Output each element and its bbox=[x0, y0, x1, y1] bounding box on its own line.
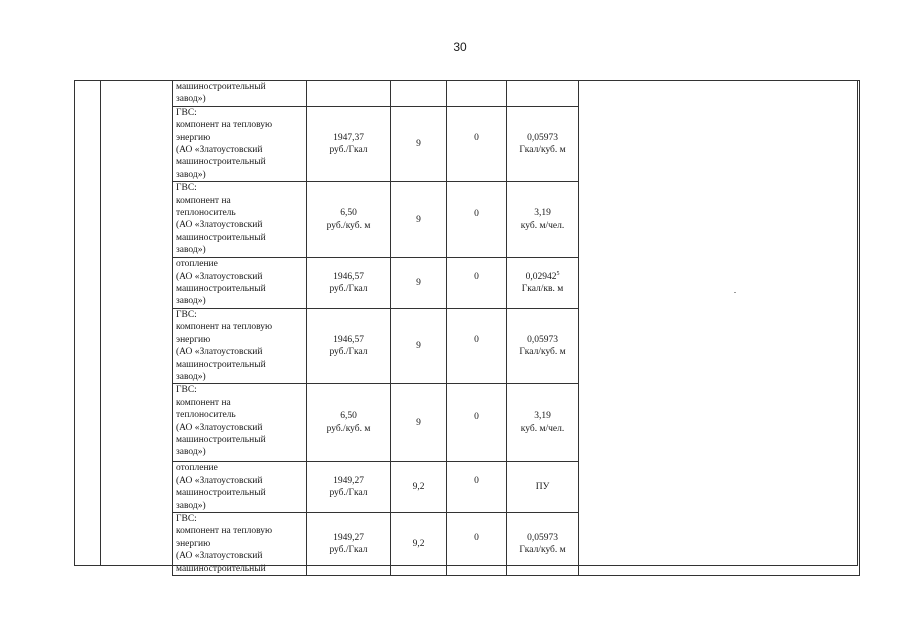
cell-line: отопление bbox=[176, 463, 218, 474]
cell-line bbox=[510, 271, 575, 283]
cell-line: руб./Гкал bbox=[329, 488, 368, 499]
cell-line: компонент на bbox=[176, 397, 231, 408]
zero-value: 0 bbox=[474, 411, 479, 422]
cell-line: 1949,27 bbox=[333, 532, 364, 543]
page-number: 30 bbox=[453, 40, 467, 54]
cell-line bbox=[510, 334, 575, 346]
cell-line: руб./Гкал bbox=[329, 284, 368, 295]
zero-cell bbox=[447, 512, 507, 575]
cell-line bbox=[510, 532, 575, 544]
norm-text: куб. м/чел. bbox=[520, 220, 565, 231]
value-cell: 9,2 bbox=[391, 462, 447, 513]
service-description-cell bbox=[173, 308, 307, 383]
norm-text: 3,19 bbox=[534, 208, 551, 219]
cell-line: ГВС: bbox=[176, 309, 197, 320]
cell-line: (АО «Златоустовский bbox=[176, 271, 263, 282]
tariff-cell bbox=[307, 462, 391, 513]
cell-line: завод») bbox=[176, 245, 206, 256]
tariff-cell bbox=[307, 81, 391, 107]
value-cell: 9 bbox=[391, 384, 447, 462]
norm-cell bbox=[507, 308, 579, 383]
cell-line: завод») bbox=[176, 371, 206, 382]
cell-line: (АО «Златоустовский bbox=[176, 347, 263, 358]
tariff-table-body bbox=[173, 81, 860, 576]
service-description-cell bbox=[173, 512, 307, 575]
norm-cell bbox=[507, 106, 579, 181]
norm-text: 0,05973 bbox=[527, 334, 558, 345]
cell-line bbox=[510, 220, 575, 232]
cell-line: машиностроительный bbox=[176, 434, 266, 445]
cell-line: (АО «Златоустовский bbox=[176, 551, 263, 562]
norm-cell bbox=[507, 182, 579, 258]
norm-cell bbox=[507, 81, 579, 107]
cell-line: 1946,57 bbox=[333, 334, 364, 345]
norm-text: куб. м/чел. bbox=[520, 423, 565, 434]
norm-text: Гкал/кв. м bbox=[521, 284, 564, 295]
value-cell: 9 bbox=[391, 106, 447, 181]
norm-text: Гкал/куб. м bbox=[519, 145, 566, 156]
cell-line: компонент на bbox=[176, 195, 231, 206]
service-description-cell bbox=[173, 182, 307, 258]
cell-line: (АО «Златоустовский bbox=[176, 475, 263, 486]
cell-line: руб./Гкал bbox=[329, 347, 368, 358]
cell-line: руб./куб. м bbox=[326, 220, 371, 231]
cell-line: (АО «Златоустовский bbox=[176, 145, 263, 156]
zero-value: 0 bbox=[474, 475, 479, 486]
tariff-cell bbox=[307, 384, 391, 462]
norm-text: 0,05973 bbox=[527, 132, 558, 143]
cell-line: теплоноситель bbox=[176, 208, 236, 219]
cell-line: машиностроительный bbox=[176, 359, 266, 370]
cell-line bbox=[510, 410, 575, 422]
zero-cell bbox=[447, 462, 507, 513]
cell-line: 1946,57 bbox=[333, 271, 364, 282]
cell-line: машиностроительный bbox=[176, 488, 266, 499]
cell-line: энергию bbox=[176, 132, 211, 143]
norm-text: ПУ bbox=[535, 481, 550, 492]
value-cell: 9 bbox=[391, 308, 447, 383]
tariff-cell bbox=[307, 106, 391, 181]
value-cell: 9 bbox=[391, 182, 447, 258]
cell-line: 6,50 bbox=[340, 208, 357, 219]
cell-line: компонент на тепловую bbox=[176, 322, 273, 333]
zero-value: 0 bbox=[474, 132, 479, 143]
cell-line: ГВС: bbox=[176, 513, 197, 524]
tariff-table bbox=[172, 80, 860, 576]
norm-text: Гкал/куб. м bbox=[519, 544, 566, 555]
cell-line bbox=[510, 544, 575, 556]
cell-line: 1949,27 bbox=[333, 475, 364, 486]
zero-value: 0 bbox=[474, 271, 479, 282]
value-cell: 9 bbox=[391, 258, 447, 309]
cell-line bbox=[510, 207, 575, 219]
footnote-marker: 5 bbox=[556, 270, 560, 277]
cell-line: ГВС: bbox=[176, 183, 197, 194]
norm-text: 0,05973 bbox=[527, 532, 558, 543]
cell-line: энергию bbox=[176, 538, 211, 549]
zero-cell bbox=[447, 384, 507, 462]
cell-line: руб./Гкал bbox=[329, 145, 368, 156]
service-description-cell bbox=[173, 462, 307, 513]
tariff-cell bbox=[307, 308, 391, 383]
table-row bbox=[173, 81, 860, 107]
cell-line: завод») bbox=[176, 169, 206, 180]
norm-cell bbox=[507, 512, 579, 575]
tariff-cell bbox=[307, 512, 391, 575]
cell-line: руб./Гкал bbox=[329, 544, 368, 555]
cell-line bbox=[510, 423, 575, 435]
cell-line bbox=[510, 144, 575, 156]
norm-cell bbox=[507, 384, 579, 462]
cell-line: ГВС: bbox=[176, 385, 197, 396]
service-description-cell bbox=[173, 106, 307, 181]
cell-line: 1947,37 bbox=[333, 132, 364, 143]
service-description-cell bbox=[173, 81, 307, 107]
cell-line bbox=[510, 132, 575, 144]
cell-line: завод») bbox=[176, 296, 206, 307]
norm-cell bbox=[507, 462, 579, 513]
zero-value: 0 bbox=[474, 208, 479, 219]
norm-text: 0,02942 bbox=[525, 271, 557, 282]
empty-notes-cell bbox=[579, 81, 860, 576]
cell-line: руб./куб. м bbox=[326, 423, 371, 434]
cell-line: завод») bbox=[176, 500, 206, 511]
cell-line bbox=[510, 346, 575, 358]
zero-cell bbox=[447, 106, 507, 181]
tariff-cell bbox=[307, 258, 391, 309]
zero-cell bbox=[447, 308, 507, 383]
cell-line: завод») bbox=[176, 447, 206, 458]
cell-line: компонент на тепловую bbox=[176, 526, 273, 537]
cell-line: завод») bbox=[176, 94, 206, 105]
cell-line: машиностроительный bbox=[176, 284, 266, 295]
cell-line: энергию bbox=[176, 334, 211, 345]
norm-text: 3,19 bbox=[534, 411, 551, 422]
zero-cell bbox=[447, 258, 507, 309]
zero-cell bbox=[447, 81, 507, 107]
value-cell: 9,2 bbox=[391, 512, 447, 575]
cell-line: (АО «Златоустовский bbox=[176, 220, 263, 231]
cell-line: машиностроительный bbox=[176, 82, 266, 92]
column-divider bbox=[100, 80, 101, 566]
zero-cell bbox=[447, 182, 507, 258]
scan-speck bbox=[734, 292, 736, 293]
tariff-cell bbox=[307, 182, 391, 258]
cell-line: 6,50 bbox=[340, 411, 357, 422]
cell-line: (АО «Златоустовский bbox=[176, 422, 263, 433]
cell-line: отопление bbox=[176, 259, 218, 270]
cell-line bbox=[510, 481, 575, 493]
zero-value: 0 bbox=[474, 532, 479, 543]
value-cell bbox=[391, 81, 447, 107]
cell-line: машиностроительный bbox=[176, 563, 266, 574]
cell-line: компонент на тепловую bbox=[176, 120, 273, 131]
norm-cell bbox=[507, 258, 579, 309]
norm-text: Гкал/куб. м bbox=[519, 347, 566, 358]
cell-line bbox=[510, 283, 575, 295]
cell-line: машиностроительный bbox=[176, 157, 266, 168]
service-description-cell bbox=[173, 258, 307, 309]
service-description-cell bbox=[173, 384, 307, 462]
cell-line: машиностроительный bbox=[176, 232, 266, 243]
cell-line: ГВС: bbox=[176, 107, 197, 118]
cell-line: теплоноситель bbox=[176, 410, 236, 421]
zero-value: 0 bbox=[474, 334, 479, 345]
